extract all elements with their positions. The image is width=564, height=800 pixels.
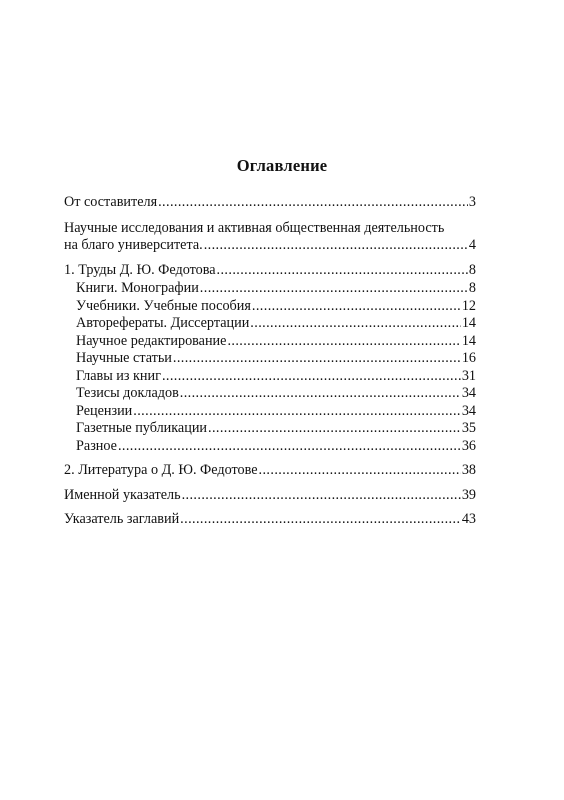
dot-leader: [204, 237, 468, 254]
toc-entry-label: Указатель заглавий: [64, 511, 180, 527]
dot-leader: [133, 403, 461, 420]
toc-page-number: 38: [461, 462, 476, 478]
toc-page-number: 43: [461, 511, 476, 527]
toc-entry-label: Рецензии: [76, 402, 133, 419]
toc-entry-section1: [64, 262, 476, 279]
toc-entry-label: Учебники. Учебные пособия: [76, 297, 251, 314]
toc-entry-label: на благо университета.: [64, 237, 203, 253]
toc-page-number: 35: [461, 420, 476, 436]
toc-subentry-abstracts: [76, 315, 476, 332]
toc-subentry-misc: [76, 438, 476, 455]
toc-page-number: 3: [468, 194, 476, 210]
dot-leader: [217, 262, 468, 279]
toc-entry-label: Газетные публикации: [76, 420, 208, 436]
toc-page-number: 34: [461, 385, 476, 401]
toc-subentry-articles: [76, 350, 476, 367]
toc-page-number: 36: [461, 437, 476, 454]
toc-page-number: 4: [468, 237, 476, 253]
dot-leader: [252, 298, 461, 315]
toc-subentry-newspapers: [76, 420, 476, 437]
toc-page-number: 34: [461, 402, 476, 419]
toc-subentry-editing: [76, 333, 476, 350]
toc-entry-section2: [64, 462, 476, 479]
toc-page-number: 8: [468, 262, 476, 278]
toc-entry-intro: [64, 194, 476, 211]
dot-leader: [173, 350, 461, 367]
page-title: Оглавление: [236, 156, 328, 175]
toc-entry-label: Главы из книг: [76, 367, 161, 384]
dot-leader: [118, 438, 461, 455]
dot-leader: [259, 462, 461, 479]
toc-page-number: 14: [461, 315, 476, 331]
toc-page-number: 12: [461, 297, 476, 314]
toc-entry-label: 2. Литература о Д. Ю. Федотове: [64, 462, 258, 478]
toc-entry-label: Научные статьи: [76, 350, 172, 366]
toc-subentry-theses: [76, 385, 476, 402]
toc-subentry-chapters: [76, 368, 476, 385]
toc-entry-name-index: [64, 487, 476, 504]
toc-entry-label: Научное редактирование: [76, 332, 227, 349]
dot-leader: [208, 420, 461, 437]
toc-entry-label: Тезисы докладов: [76, 385, 179, 401]
toc-entry-label: 1. Труды Д. Ю. Федотова: [64, 262, 216, 278]
dot-leader: [250, 315, 461, 332]
toc-entry-label: Книги. Монографии: [76, 280, 199, 296]
toc-subentry-reviews: [76, 403, 476, 420]
toc-entry-title-index: [64, 511, 476, 528]
toc-page-number: 31: [461, 367, 476, 384]
toc-subentry-textbooks: [76, 298, 476, 315]
dot-leader: [200, 280, 468, 297]
dot-leader: [227, 333, 460, 350]
toc-entry-label: Авторефераты. Диссертации: [76, 315, 250, 331]
dot-leader: [158, 194, 468, 211]
dot-leader: [162, 368, 461, 385]
dot-leader: [180, 511, 461, 528]
toc-page-number: 8: [468, 280, 476, 296]
toc-entry-article-line1: Научные исследования и активная общественная деятельность: [64, 220, 445, 236]
toc-page-number: 16: [461, 350, 476, 366]
toc-entry-label: Именной указатель: [64, 487, 181, 503]
toc-page-number: 14: [461, 332, 476, 349]
toc-entry-label: От составителя: [64, 194, 158, 210]
dot-leader: [182, 487, 461, 504]
dot-leader: [180, 385, 461, 402]
toc-entry-label: Разное: [76, 437, 117, 454]
toc-entry-article: [64, 237, 476, 254]
toc-subentry-books: [76, 280, 476, 297]
toc-page-number: 39: [461, 487, 476, 503]
